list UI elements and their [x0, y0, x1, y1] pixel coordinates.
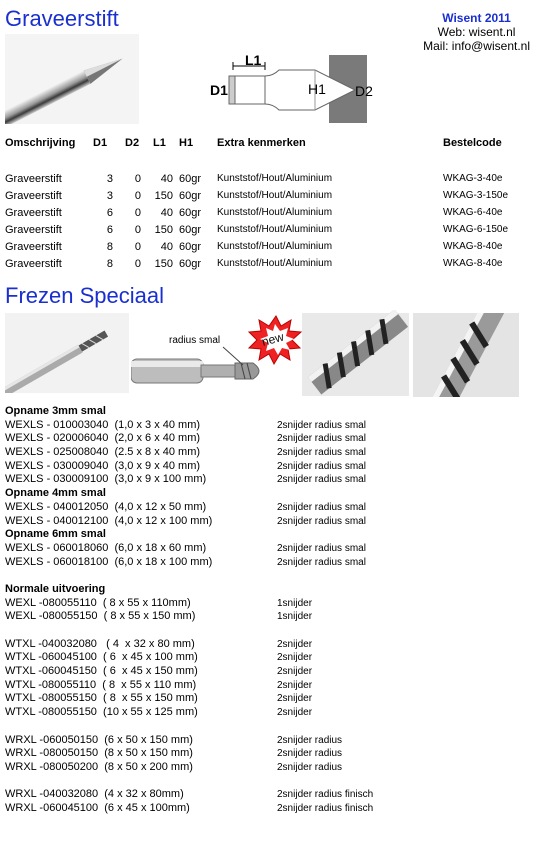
product-code: WRXL -060045100 (6 x 45 x 100mm) [5, 801, 190, 814]
cell-omschrijving: Graveerstift [5, 189, 62, 202]
product-description: 1snijder [277, 597, 313, 609]
product-code: WEXLS - 020006040 (2,0 x 6 x 40 mm) [5, 432, 201, 445]
product-code: WRXL -080050150 (8 x 50 x 150 mm) [5, 747, 193, 760]
product-code: WEXLS - 010003040 (1,0 x 3 x 40 mm) [5, 418, 201, 431]
list-item [5, 610, 550, 624]
product-code: WEXL -080055110 ( 8 x 55 x 110mm) [5, 596, 191, 609]
product-description: 2snijder [277, 638, 313, 650]
product-code: WTXL -060045150 ( 6 x 45 x 150 mm) [5, 665, 198, 678]
list-item [5, 446, 550, 460]
product-code: WEXLS - 025008040 (2.5 x 8 x 40 mm) [5, 446, 201, 459]
spiral-mill-photo [244, 310, 409, 396]
product-description: 2snijder radius smal [277, 474, 366, 486]
table-row [5, 221, 523, 238]
product-description: 2snijder radius finisch [277, 789, 374, 801]
table-row [5, 238, 523, 255]
cell-omschrijving: Graveerstift [5, 240, 62, 253]
product-description: 2snijder radius smal [277, 460, 366, 472]
list-item [5, 665, 550, 679]
cell-h1: 60gr [179, 189, 202, 202]
label-l1: L1 [245, 52, 262, 68]
product-code: WEXLS - 030009040 (3,0 x 9 x 40 mm) [5, 459, 201, 472]
product-description: 2snijder radius smal [277, 447, 366, 459]
table-row [5, 170, 523, 187]
product-description: 2snijder [277, 652, 313, 664]
list-heading-text: Normale uitvoering [5, 582, 106, 595]
cell-d2: 0 [134, 257, 141, 270]
cell-extra: Kunststof/Hout/Aluminium [217, 241, 333, 252]
product-description: 2snijder radius finisch [277, 802, 374, 814]
cell-d1: 6 [106, 223, 113, 236]
product-code: WEXLS - 040012050 (4,0 x 12 x 50 mm) [5, 500, 207, 513]
product-code: WTXL -080055110 ( 8 x 55 x 110 mm) [5, 678, 197, 691]
cell-l1: 150 [154, 257, 173, 270]
list-item [5, 515, 550, 529]
cell-d1: 3 [106, 172, 113, 185]
label-h1: H1 [308, 81, 326, 97]
list-heading [5, 487, 550, 501]
list-item [5, 473, 550, 487]
long-mill-photo [5, 313, 129, 393]
cell-bestelcode: WKAG-8-40e [443, 241, 503, 252]
col-d1: D1 [93, 137, 108, 149]
list-item [5, 679, 550, 693]
cell-d1: 8 [106, 240, 113, 253]
list-spacer [5, 624, 550, 638]
product-code: WEXLS - 040012100 (4,0 x 12 x 100 mm) [5, 514, 213, 527]
cell-bestelcode: WKAG-8-40e [443, 258, 503, 269]
cell-bestelcode: WKAG-3-40e [443, 173, 503, 184]
cell-l1: 40 [160, 206, 173, 219]
product-description: 2snijder radius smal [277, 433, 366, 445]
list-spacer [5, 720, 550, 734]
product-description: 2snijder radius [277, 761, 343, 773]
table-row [5, 255, 523, 272]
product-code: WTXL -080055150 (10 x 55 x 125 mm) [5, 706, 198, 719]
col-l1: L1 [153, 137, 166, 149]
cell-omschrijving: Graveerstift [5, 257, 62, 270]
section-title-frezen: Frezen Speciaal [5, 283, 164, 308]
table-header-row [5, 134, 523, 152]
product-code: WTXL -060045100 ( 6 x 45 x 100 mm) [5, 651, 198, 664]
list-heading-text: Opname 6mm smal [5, 528, 106, 541]
product-description: 2snijder radius smal [277, 501, 366, 513]
product-description: 2snijder radius smal [277, 515, 366, 527]
mail-address[interactable]: Mail: info@wisent.nl [423, 39, 530, 53]
cell-d1: 3 [106, 189, 113, 202]
product-code: WEXLS - 060018060 (6,0 x 18 x 60 mm) [5, 541, 207, 554]
product-description: 2snijder [277, 666, 313, 678]
list-item [5, 556, 550, 570]
cell-omschrijving: Graveerstift [5, 172, 62, 185]
product-code: WRXL -040032080 (4 x 32 x 80mm) [5, 788, 184, 801]
list-item [5, 501, 550, 515]
list-item [5, 761, 550, 775]
contact-block [423, 11, 530, 53]
radius-label: radius smal [169, 335, 221, 346]
list-item [5, 651, 550, 665]
cell-h1: 60gr [179, 206, 202, 219]
product-description: 2snijder radius smal [277, 556, 366, 568]
product-description: 2snijder [277, 693, 313, 705]
cell-extra: Kunststof/Hout/Aluminium [217, 224, 333, 235]
product-code: WEXLS - 030009100 (3,0 x 9 x 100 mm) [5, 473, 207, 486]
product-description: 2snijder radius smal [277, 419, 366, 431]
page-title: Graveerstift [5, 6, 119, 31]
product-code: WRXL -080050200 (8 x 50 x 200 mm) [5, 760, 193, 773]
list-item [5, 692, 550, 706]
brand-name: Wisent 2011 [442, 11, 511, 25]
engraving-tool-photo [5, 34, 139, 124]
cell-h1: 60gr [179, 223, 202, 236]
list-item [5, 802, 550, 816]
cell-d2: 0 [134, 172, 141, 185]
cell-d2: 0 [134, 223, 141, 236]
list-heading [5, 405, 550, 419]
cell-l1: 150 [154, 223, 173, 236]
cell-extra: Kunststof/Hout/Aluminium [217, 258, 333, 269]
cell-l1: 40 [160, 172, 173, 185]
cell-h1: 60gr [179, 257, 202, 270]
list-item [5, 419, 550, 433]
col-extra: Extra kenmerken [217, 137, 306, 149]
list-spacer [5, 775, 550, 789]
cell-d1: 8 [106, 257, 113, 270]
product-list [5, 405, 550, 816]
web-address[interactable]: Web: wisent.nl [437, 25, 516, 39]
col-bestelcode: Bestelcode [443, 137, 502, 149]
product-code: WRXL -060050150 (6 x 50 x 150 mm) [5, 733, 193, 746]
product-code: WTXL -040032080 ( 4 x 32 x 80 mm) [5, 637, 195, 650]
cell-h1: 60gr [179, 240, 202, 253]
col-d2: D2 [125, 137, 140, 149]
list-item [5, 747, 550, 761]
product-description: 2snijder radius [277, 748, 343, 760]
cell-d2: 0 [134, 240, 141, 253]
col-omschrijving: Omschrijving [5, 137, 76, 149]
engraving-table [5, 134, 523, 272]
cell-bestelcode: WKAG-6-40e [443, 207, 503, 218]
cell-omschrijving: Graveerstift [5, 223, 62, 236]
spiral-mill-closeup-photo [413, 313, 519, 397]
cell-bestelcode: WKAG-3-150e [443, 190, 509, 201]
list-item [5, 788, 550, 802]
product-code: WEXLS - 060018100 (6,0 x 18 x 100 mm) [5, 555, 213, 568]
table-row [5, 204, 523, 221]
label-d1: D1 [210, 82, 228, 98]
cell-d1: 6 [106, 206, 113, 219]
cell-extra: Kunststof/Hout/Aluminium [217, 173, 333, 184]
product-code: WTXL -080055150 ( 8 x 55 x 150 mm) [5, 692, 198, 705]
cell-extra: Kunststof/Hout/Aluminium [217, 207, 333, 218]
list-heading [5, 583, 550, 597]
list-heading [5, 528, 550, 542]
dimension-diagram [205, 50, 375, 128]
list-spacer [5, 569, 550, 583]
cell-h1: 60gr [179, 172, 202, 185]
product-code: WEXL -080055150 ( 8 x 55 x 150 mm) [5, 610, 196, 623]
cell-extra: Kunststof/Hout/Aluminium [217, 190, 333, 201]
list-item [5, 542, 550, 556]
col-h1: H1 [179, 137, 194, 149]
label-d2: D2 [355, 83, 373, 99]
list-item [5, 432, 550, 446]
list-item [5, 460, 550, 474]
product-description: 2snijder radius smal [277, 542, 366, 554]
product-description: 2snijder [277, 679, 313, 691]
cell-bestelcode: WKAG-6-150e [443, 224, 509, 235]
list-item [5, 638, 550, 652]
product-description: 1snijder [277, 611, 313, 623]
product-description: 2snijder [277, 707, 313, 719]
list-heading-text: Opname 3mm smal [5, 405, 106, 417]
list-item [5, 597, 550, 611]
new-badge: new [260, 329, 286, 349]
list-item [5, 734, 550, 748]
table-row [5, 187, 523, 204]
cell-l1: 40 [160, 240, 173, 253]
list-item [5, 706, 550, 720]
cell-d2: 0 [134, 206, 141, 219]
list-heading-text: Opname 4mm smal [5, 487, 106, 500]
product-description: 2snijder radius [277, 734, 343, 746]
cell-omschrijving: Graveerstift [5, 206, 62, 219]
cell-d2: 0 [134, 189, 141, 202]
cell-l1: 150 [154, 189, 173, 202]
